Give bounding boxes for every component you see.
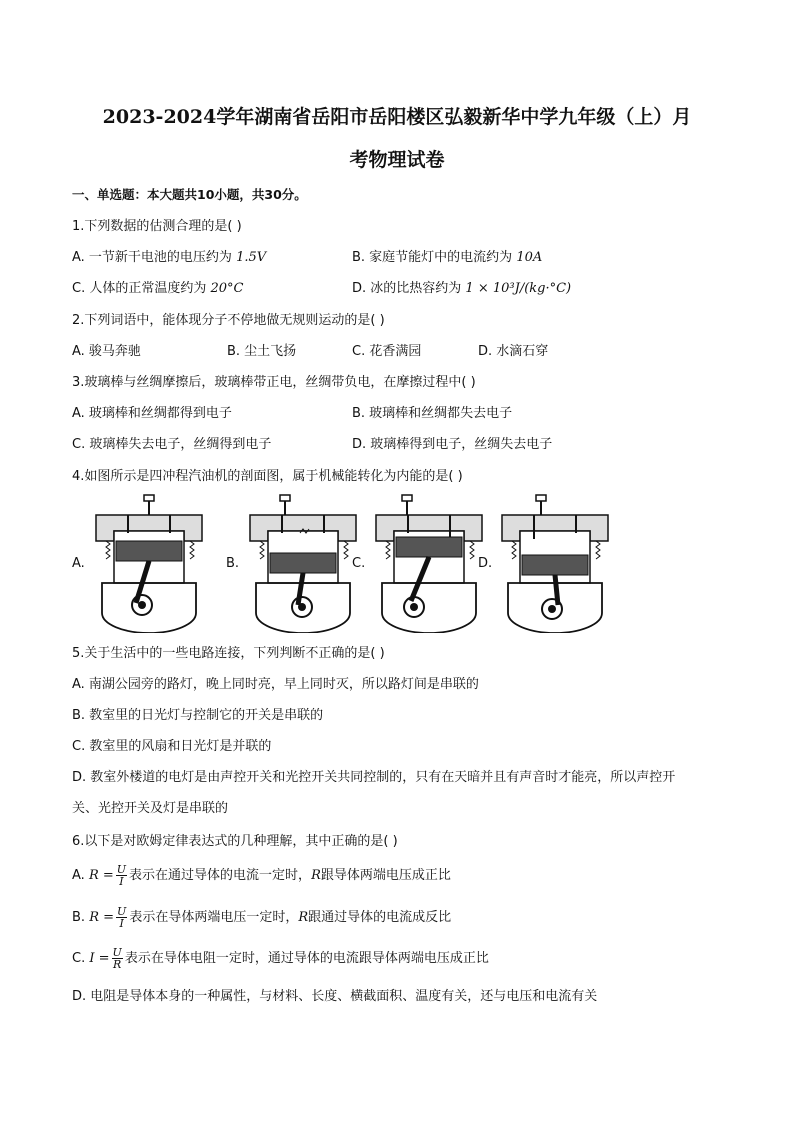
q6-option-d: D. 电阻是导体本身的一种属性，与材料、长度、横截面积、温度有关，还与电压和电流有关	[72, 989, 598, 1004]
section-heading: 一、单选题：本大题共10小题，共30分。	[72, 187, 307, 202]
q6-option-b: B. R = $\frac{U}{I}$ 表示在导体两端电压一定时，R跟通过导体的电流成反比	[72, 905, 452, 930]
q2-option-b: B. 尘土飞扬	[227, 344, 297, 359]
q3-option-c: C. 玻璃棒失去电子，丝绸得到电子	[72, 437, 272, 452]
q4-stem: 4.如图所示是四冲程汽油机的剖面图，属于机械能转化为内能的是( )	[72, 469, 463, 484]
q2-option-c: C. 花香满园	[352, 344, 422, 359]
q4-label-a: A.	[72, 556, 85, 571]
q1-option-a: A. 一节新干电池的电压约为 1.5V	[72, 250, 267, 265]
q6-option-a: A. R = $\frac{U}{I}$ 表示在通过导体的电流一定时，R跟导体两端电压成正比	[72, 863, 451, 888]
q1-stem: 1.下列数据的估测合理的是( )	[72, 219, 242, 234]
q3-stem: 3.玻璃棒与丝绸摩擦后，玻璃棒带正电，丝绸带负电，在摩擦过程中( )	[72, 375, 476, 390]
engine-diagram-b	[240, 493, 366, 633]
q6-c-fraction: $\frac{U}{R}$	[112, 946, 122, 971]
q2-option-d: D. 水滴石穿	[478, 344, 549, 359]
q2-option-a: A. 骏马奔驰	[72, 344, 141, 359]
q6-b-fraction: $\frac{U}{I}$	[117, 905, 127, 930]
q3-option-d: D. 玻璃棒得到电子，丝绸失去电子	[352, 437, 553, 452]
engine-diagram-d	[492, 493, 618, 633]
q3-option-b: B. 玻璃棒和丝绸都失去电子	[352, 406, 513, 421]
q2-stem: 2.下列词语中，能体现分子不停地做无规则运动的是( )	[72, 313, 385, 328]
engine-diagram-c	[366, 493, 492, 633]
q5-option-b: B. 教室里的日光灯与控制它的开关是串联的	[72, 708, 324, 723]
q5-stem: 5.关于生活中的一些电路连接，下列判断不正确的是( )	[72, 646, 385, 661]
q5-option-c: C. 教室里的风扇和日光灯是并联的	[72, 739, 272, 754]
q1-option-b: B. 家庭节能灯中的电流约为 10A	[352, 250, 543, 265]
engine-diagram-a	[86, 493, 212, 633]
q3-option-a: A. 玻璃棒和丝绸都得到电子	[72, 406, 232, 421]
q6-option-c: C. I = $\frac{U}{R}$ 表示在导体电阻一定时，通过导体的电流跟导体两端电压成正比	[72, 946, 489, 971]
q6-a-fraction: $\frac{U}{I}$	[116, 863, 127, 888]
q5-option-d-line1: D. 教室外楼道的电灯是由声控开关和光控开关共同控制的，只有在天暗并且有声音时才能亮，所以声控开	[72, 770, 676, 785]
q5-option-d-line2: 关、光控开关及灯是串联的	[72, 801, 229, 816]
q5-option-a: A. 南湖公园旁的路灯，晚上同时亮，早上同时灭，所以路灯间是串联的	[72, 677, 479, 692]
q1-option-c: C. 人体的正常温度约为 20°C	[72, 281, 244, 296]
q6-stem: 6.以下是对欧姆定律表达式的几种理解，其中正确的是( )	[72, 834, 398, 849]
q1-option-d: D. 冰的比热容约为 1 × 10³J/(kg·°C)	[352, 281, 572, 296]
q4-label-c: C.	[352, 556, 366, 571]
exam-title-line-2: 考物理试卷	[349, 149, 445, 171]
q4-label-b: B.	[226, 556, 240, 571]
exam-title-line-1: 2023-2024学年湖南省岳阳市岳阳楼区弘毅新华中学九年级（上）月	[102, 106, 692, 128]
q4-label-d: D.	[478, 556, 493, 571]
